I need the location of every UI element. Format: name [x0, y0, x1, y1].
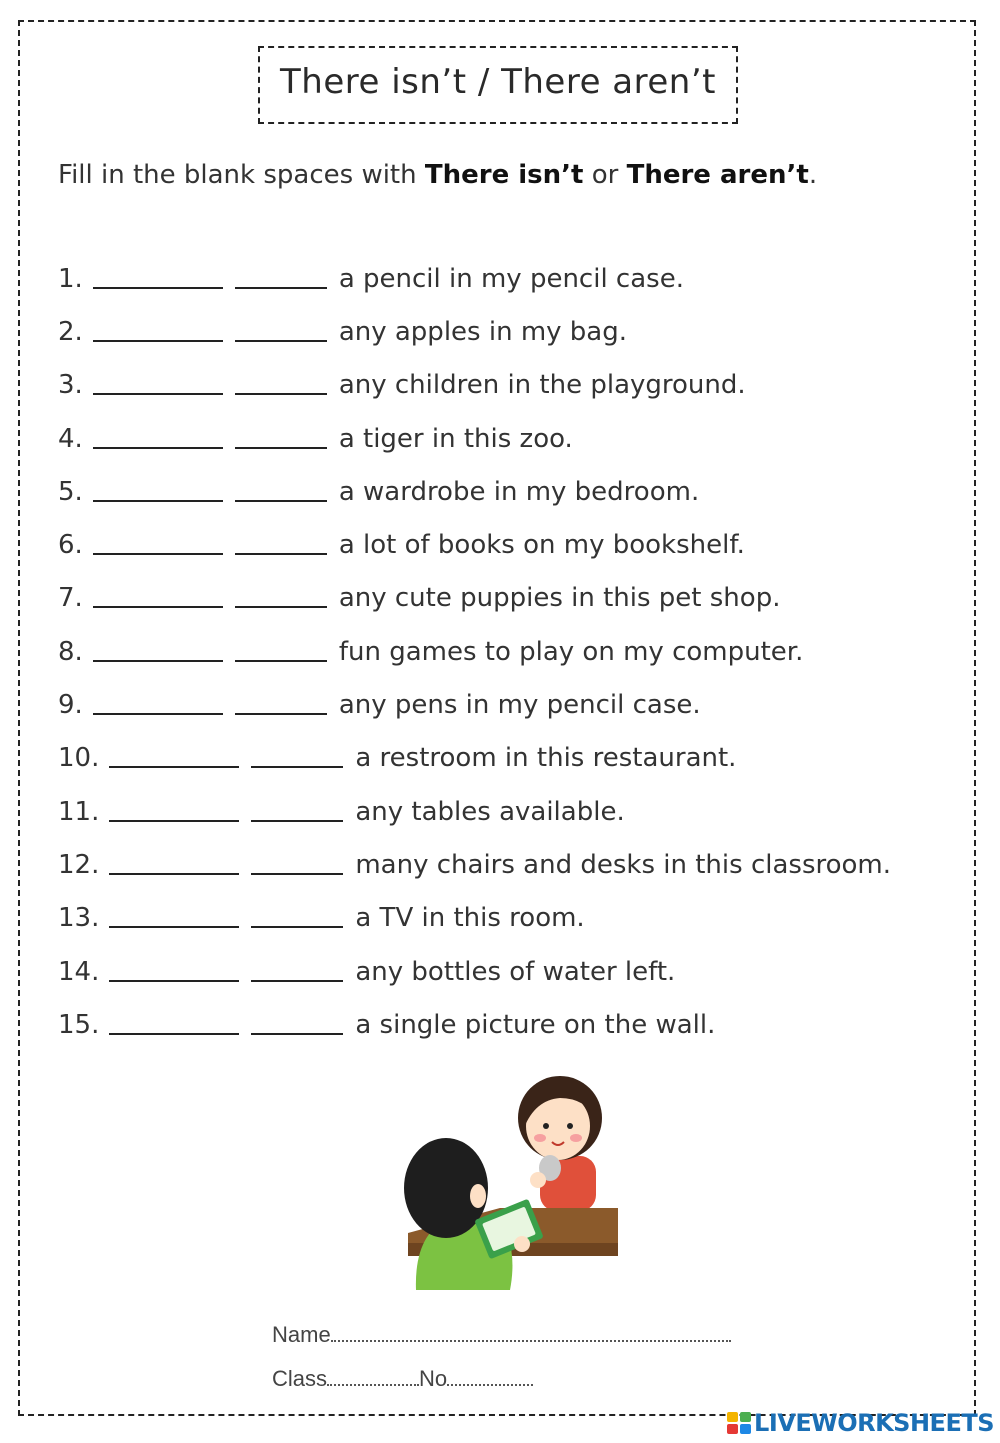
- question-number: 14.: [58, 956, 100, 987]
- answer-blank-2[interactable]: [235, 500, 327, 502]
- question-number: 2.: [58, 316, 83, 347]
- question-text: any cute puppies in this pet shop.: [338, 583, 781, 614]
- class-label: Class: [272, 1366, 328, 1391]
- class-field[interactable]: [327, 1384, 419, 1386]
- question-item: [58, 252, 891, 305]
- question-number: 4.: [58, 423, 83, 454]
- answer-blank-2[interactable]: [235, 287, 327, 289]
- question-text: many chairs and desks in this classroom.: [355, 849, 892, 880]
- instructions: [58, 160, 817, 190]
- liveworksheets-logo-icon: [726, 1410, 752, 1436]
- watermark-text: LIVEWORKSHEETS: [754, 1409, 994, 1437]
- answer-blank-2[interactable]: [251, 820, 343, 822]
- question-text: fun games to play on my computer.: [338, 636, 804, 667]
- answer-blank-1[interactable]: [109, 1033, 239, 1035]
- answer-blank-2[interactable]: [235, 660, 327, 662]
- answer-blank-1[interactable]: [93, 660, 223, 662]
- question-item: [58, 412, 891, 465]
- question-text: a lot of books on my bookshelf.: [338, 530, 745, 561]
- question-item: [58, 465, 891, 518]
- answer-blank-1[interactable]: [93, 553, 223, 555]
- answer-blank-2[interactable]: [235, 447, 327, 449]
- question-text: any children in the playground.: [338, 370, 746, 401]
- name-line: [272, 1322, 731, 1348]
- instructions-prefix: Fill in the blank spaces with: [58, 160, 425, 190]
- question-item: [58, 572, 891, 625]
- question-item: [58, 678, 891, 731]
- instructions-option-2: There aren’t: [626, 160, 809, 190]
- question-number: 5.: [58, 476, 83, 507]
- question-text: a wardrobe in my bedroom.: [338, 476, 700, 507]
- answer-blank-1[interactable]: [93, 606, 223, 608]
- question-number: 3.: [58, 370, 83, 401]
- question-number: 13.: [58, 903, 100, 934]
- question-text: any tables available.: [355, 796, 625, 827]
- question-number: 6.: [58, 530, 83, 561]
- answer-blank-2[interactable]: [235, 553, 327, 555]
- answer-blank-2[interactable]: [251, 980, 343, 982]
- question-number: 9.: [58, 690, 83, 721]
- question-number: 10.: [58, 743, 100, 774]
- answer-blank-2[interactable]: [235, 713, 327, 715]
- question-item: [58, 838, 891, 891]
- question-text: a single picture on the wall.: [355, 1009, 716, 1040]
- answer-blank-1[interactable]: [93, 713, 223, 715]
- instructions-option-1: There isn’t: [424, 160, 584, 190]
- instructions-middle: or: [583, 160, 627, 190]
- title-box: [258, 46, 738, 124]
- question-list: [58, 252, 891, 1051]
- question-item: [58, 945, 891, 998]
- question-number: 8.: [58, 636, 83, 667]
- question-item: [58, 785, 891, 838]
- question-item: [58, 359, 891, 412]
- answer-blank-2[interactable]: [251, 1033, 343, 1035]
- boy-figure: [404, 1138, 544, 1290]
- answer-blank-1[interactable]: [93, 287, 223, 289]
- liveworksheets-watermark: [726, 1409, 994, 1437]
- answer-blank-1[interactable]: [93, 500, 223, 502]
- answer-blank-1[interactable]: [109, 766, 239, 768]
- question-number: 12.: [58, 849, 100, 880]
- name-label: Name: [272, 1322, 331, 1347]
- answer-blank-1[interactable]: [93, 393, 223, 395]
- answer-blank-2[interactable]: [235, 340, 327, 342]
- answer-blank-2[interactable]: [235, 393, 327, 395]
- question-text: any bottles of water left.: [355, 956, 676, 987]
- question-number: 7.: [58, 583, 83, 614]
- question-item: [58, 892, 891, 945]
- answer-blank-1[interactable]: [109, 820, 239, 822]
- question-number: 15.: [58, 1009, 100, 1040]
- question-text: a TV in this room.: [355, 903, 585, 934]
- answer-blank-1[interactable]: [93, 447, 223, 449]
- answer-blank-2[interactable]: [251, 926, 343, 928]
- question-text: a restroom in this restaurant.: [355, 743, 737, 774]
- question-text: any apples in my bag.: [338, 316, 627, 347]
- boy-girl-counter-illustration: [400, 1058, 630, 1298]
- answer-blank-2[interactable]: [235, 606, 327, 608]
- page-title: There isn’t / There aren’t: [280, 62, 716, 102]
- answer-blank-2[interactable]: [251, 766, 343, 768]
- answer-blank-2[interactable]: [251, 873, 343, 875]
- no-field[interactable]: [447, 1384, 533, 1386]
- question-text: a pencil in my pencil case.: [338, 263, 684, 294]
- question-item: [58, 625, 891, 678]
- instructions-suffix: .: [808, 160, 818, 190]
- answer-blank-1[interactable]: [109, 873, 239, 875]
- question-text: a tiger in this zoo.: [338, 423, 573, 454]
- answer-blank-1[interactable]: [109, 926, 239, 928]
- question-item: [58, 732, 891, 785]
- girl-figure: [518, 1076, 602, 1211]
- class-line: [272, 1366, 533, 1392]
- answer-blank-1[interactable]: [93, 340, 223, 342]
- answer-blank-1[interactable]: [109, 980, 239, 982]
- question-item: [58, 305, 891, 358]
- question-item: [58, 518, 891, 571]
- question-number: 11.: [58, 796, 100, 827]
- question-text: any pens in my pencil case.: [338, 690, 701, 721]
- question-number: 1.: [58, 263, 83, 294]
- no-label: No: [419, 1366, 448, 1391]
- name-field[interactable]: [331, 1340, 731, 1342]
- question-item: [58, 998, 891, 1051]
